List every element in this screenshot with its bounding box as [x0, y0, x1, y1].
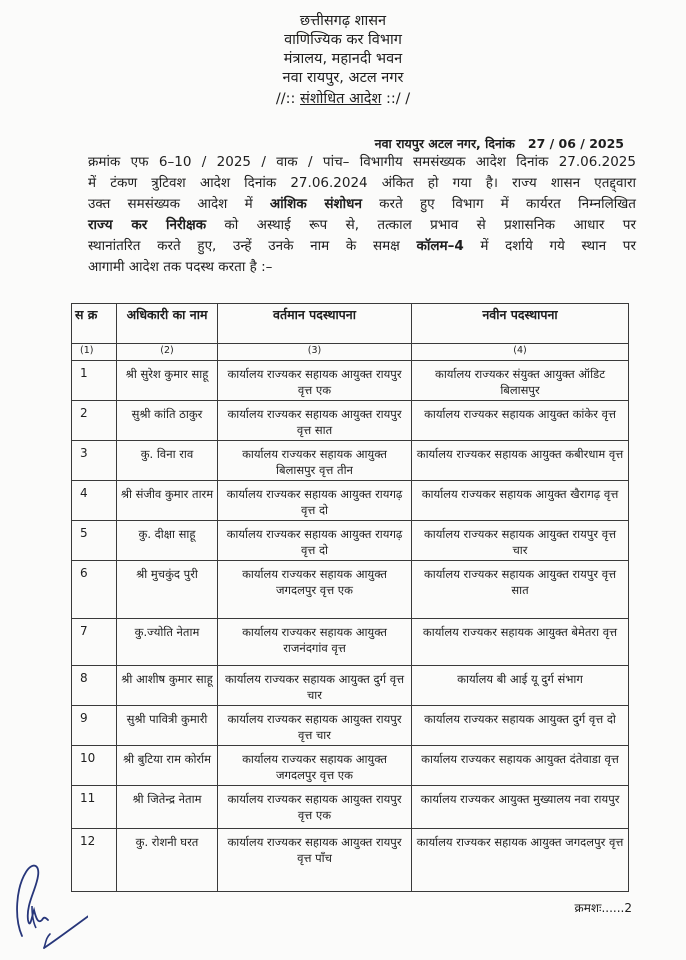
officer-name-cell: सुश्री कांति ठाकुर: [117, 401, 218, 441]
officer-name-cell: कु. दीक्षा साहू: [117, 521, 218, 561]
col-number: (3): [218, 344, 412, 361]
current-posting-cell: कार्यालय राज्यकर सहायक आयुक्त रायपुर वृत्त पाँच: [218, 829, 412, 892]
letterhead-city: नवा रायपुर, अटल नगर: [282, 70, 404, 86]
place-text: नवा रायपुर अटल नगर, दिनांक: [374, 136, 515, 151]
current-posting-cell: कार्यालय राज्यकर सहायक आयुक्त रायगढ़ वृत्त दो: [218, 481, 412, 521]
letterhead-government: छत्तीसगढ़ शासन: [299, 13, 387, 29]
serial-cell: 10: [72, 746, 117, 786]
new-posting-cell: कार्यालय राज्यकर सहायक आयुक्त कांकेर वृत्त: [412, 401, 629, 441]
table-row: [72, 361, 629, 401]
current-posting-cell: कार्यालय राज्यकर सहायक आयुक्त बिलासपुर वृत्त तीन: [218, 441, 412, 481]
order-title: [0, 90, 686, 109]
new-posting-cell: कार्यालय राज्यकर सहायक आयुक्त जगदलपुर वृत्त: [412, 829, 629, 892]
column-number-row: [72, 344, 629, 361]
new-posting-cell: कार्यालय राज्यकर सहायक आयुक्त दंतेवाडा वृत्त: [412, 746, 629, 786]
current-posting-cell: कार्यालय राज्यकर सहायक आयुक्त जगदलपुर वृत्त एक: [218, 746, 412, 786]
current-posting-cell: कार्यालय राज्यकर सहायक आयुक्त रायगढ़ वृत्त दो: [218, 521, 412, 561]
body-line: में टंकण त्रुटिवश आदेश दिनांक 27.06.2024 अंकित हो गया है। राज्य शासन एतद्द्वारा: [88, 175, 636, 191]
table-row: [72, 481, 629, 521]
body-text: को अस्थाई रूप से, तत्काल प्रभाव से प्रशासनिक आधार पर: [206, 217, 636, 233]
col-header-current-posting: वर्तमान पदस्थापना: [218, 304, 412, 344]
col-header-serial: स क्र: [72, 304, 117, 344]
current-posting-cell: कार्यालय राज्यकर सहायक आयुक्त रायपुर वृत्त एक: [218, 361, 412, 401]
current-posting-cell: कार्यालय राज्यकर सहायक आयुक्त रायपुर वृत्त चार: [218, 706, 412, 746]
current-posting-cell: कार्यालय राज्यकर सहायक आयुक्त जगदलपुर वृत्त एक: [218, 561, 412, 619]
serial-cell: 5: [72, 521, 117, 561]
officer-name-cell: श्री आशीष कुमार साहू: [117, 666, 218, 706]
new-posting-cell: कार्यालय राज्यकर सहायक आयुक्त कबीरधाम वृत्त: [412, 441, 629, 481]
serial-cell: 3: [72, 441, 117, 481]
table-row: [72, 786, 629, 829]
table-row: [72, 706, 629, 746]
col-number: (4): [412, 344, 629, 361]
letterhead-ministry: मंत्रालय, महानदी भवन: [283, 51, 403, 67]
current-posting-cell: कार्यालय राज्यकर सहायक आयुक्त राजनंदगांव वृत्त: [218, 619, 412, 666]
officer-name-cell: श्री सुरेश कुमार साहू: [117, 361, 218, 401]
transfer-table: [71, 303, 629, 892]
serial-cell: 8: [72, 666, 117, 706]
new-posting-cell: कार्यालय राज्यकर सहायक आयुक्त रायपुर वृत्त सात: [412, 561, 629, 619]
body-line: [88, 236, 636, 257]
body-emphasis: कॉलम–4: [416, 238, 464, 254]
serial-cell: 2: [72, 401, 117, 441]
table-row: [72, 829, 629, 892]
table-row: [72, 666, 629, 706]
new-posting-cell: कार्यालय राज्यकर सहायक आयुक्त रायपुर वृत्त चार: [412, 521, 629, 561]
table-row: [72, 401, 629, 441]
officer-name-cell: कु.ज्योति नेताम: [117, 619, 218, 666]
order-date: 27 / 06 / 2025: [527, 136, 624, 151]
col-header-name: अधिकारी का नाम: [117, 304, 218, 344]
order-title-text: संशोधित आदेश: [300, 91, 382, 107]
new-posting-cell: कार्यालय राज्यकर सहायक आयुक्त बेमेतरा वृत्त: [412, 619, 629, 666]
table-row: [72, 561, 629, 619]
officer-name-cell: श्री मुचकुंद पुरी: [117, 561, 218, 619]
serial-cell: 11: [72, 786, 117, 829]
officer-name-cell: सुश्री पावित्री कुमारी: [117, 706, 218, 746]
col-number: (1): [72, 344, 117, 361]
new-posting-cell: कार्यालय राज्यकर आयुक्त मुख्यालय नवा रायपुर: [412, 786, 629, 829]
title-prefix: //::: [275, 91, 301, 107]
officer-name-cell: कु. विना राव: [117, 441, 218, 481]
title-suffix: ::/ /: [381, 91, 411, 107]
serial-cell: 6: [72, 561, 117, 619]
table-row: [72, 521, 629, 561]
serial-cell: 9: [72, 706, 117, 746]
officer-name-cell: श्री संजीव कुमार तारम: [117, 481, 218, 521]
current-posting-cell: कार्यालय राज्यकर सहायक आयुक्त दुर्ग वृत्त चार: [218, 666, 412, 706]
body-line: आगामी आदेश तक पदस्थ करता है :–: [88, 259, 273, 275]
table-header-row: [72, 304, 629, 344]
body-emphasis: राज्य कर निरीक्षक: [88, 217, 207, 233]
table-row: [72, 619, 629, 666]
current-posting-cell: कार्यालय राज्यकर सहायक आयुक्त रायपुर वृत्त एक: [218, 786, 412, 829]
officer-name-cell: श्री बुटिया राम कोर्राम: [117, 746, 218, 786]
serial-cell: 1: [72, 361, 117, 401]
body-emphasis: आंशिक संशोधन: [269, 196, 362, 212]
serial-cell: 4: [72, 481, 117, 521]
place-date-line: [375, 135, 624, 152]
officer-name-cell: कु. रोशनी घरत: [117, 829, 218, 892]
new-posting-cell: कार्यालय राज्यकर सहायक आयुक्त दुर्ग वृत्त दो: [412, 706, 629, 746]
body-line: [88, 215, 636, 236]
new-posting-cell: कार्यालय राज्यकर सहायक आयुक्त खैरागढ़ वृत्त: [412, 481, 629, 521]
body-line: [88, 194, 636, 215]
table-row: [72, 746, 629, 786]
officer-name-cell: श्री जितेन्द्र नेताम: [117, 786, 218, 829]
body-text: स्थानांतरित करते हुए, उन्हें उनके नाम के समक्ष: [88, 238, 417, 254]
serial-cell: 7: [72, 619, 117, 666]
signature-mark: [8, 858, 88, 954]
body-line: क्रमांक एफ 6–10 / 2025 / वाक / पांच– विभागीय समसंख्यक आदेश दिनांक 27.06.2025: [88, 154, 636, 170]
new-posting-cell: कार्यालय राज्यकर संयुक्त आयुक्त ऑडिट बिलासपुर: [412, 361, 629, 401]
continued-marker: क्रमशः......2: [574, 901, 632, 915]
body-text: करते हुए विभाग में कार्यरत निम्नलिखित: [361, 196, 636, 212]
current-posting-cell: कार्यालय राज्यकर सहायक आयुक्त रायपुर वृत्त सात: [218, 401, 412, 441]
table-row: [72, 441, 629, 481]
new-posting-cell: कार्यालय बी आई यू दुर्ग संभाग: [412, 666, 629, 706]
order-body: [88, 152, 636, 278]
letterhead: [0, 12, 686, 109]
letterhead-department: वाणिज्यिक कर विभाग: [284, 32, 402, 48]
body-text: में दर्शाये गये स्थान पर: [463, 238, 636, 254]
body-text: उक्त समसंख्यक आदेश में: [88, 196, 270, 212]
serial-cell: 12: [72, 829, 117, 892]
col-number: (2): [117, 344, 218, 361]
col-header-new-posting: नवीन पदस्थापना: [412, 304, 629, 344]
